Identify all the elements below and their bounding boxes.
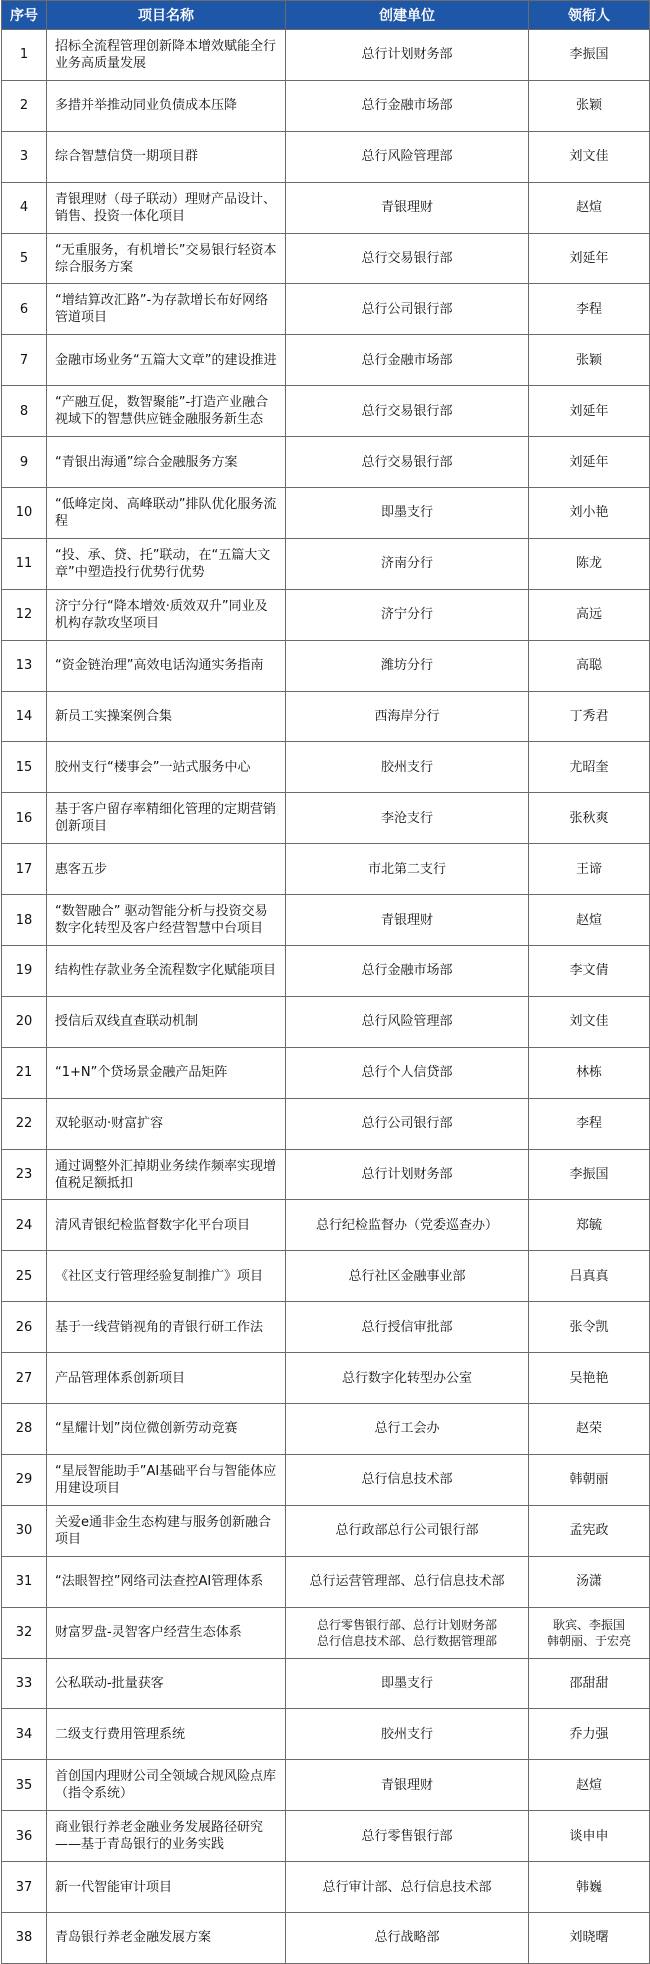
table-row xyxy=(2,1200,650,1251)
header-row xyxy=(2,1,650,30)
cell-unit: 总行公司银行部 xyxy=(286,1098,529,1149)
cell-unit: 总行交易银行部 xyxy=(286,437,529,488)
cell-unit: 总行社区金融事业部 xyxy=(286,1251,529,1302)
cell-name: 多措并举推动同业负债成本压降 xyxy=(47,80,286,131)
table-row xyxy=(2,1149,650,1200)
cell-unit: 总行授信审批部 xyxy=(286,1302,529,1353)
table-row xyxy=(2,1556,650,1607)
cell-lead: 丁秀君 xyxy=(529,691,650,742)
cell-no: 6 xyxy=(2,284,47,335)
table-row xyxy=(2,1811,650,1862)
header-name: 项目名称 xyxy=(47,1,286,30)
project-table xyxy=(1,0,650,1964)
table-row xyxy=(2,1658,650,1709)
cell-lead: 李振国 xyxy=(529,1149,650,1200)
cell-no: 5 xyxy=(2,233,47,284)
cell-unit: 济宁分行 xyxy=(286,589,529,640)
cell-name: 胶州支行“楼事会”一站式服务中心 xyxy=(47,742,286,793)
cell-unit: 总行审计部、总行信息技术部 xyxy=(286,1862,529,1913)
cell-no: 8 xyxy=(2,386,47,437)
cell-name: “资金链治理”高效电话沟通实务指南 xyxy=(47,640,286,691)
cell-no: 22 xyxy=(2,1098,47,1149)
cell-lead: 陈龙 xyxy=(529,538,650,589)
table-row xyxy=(2,742,650,793)
table-body xyxy=(2,30,650,1964)
cell-unit: 青银理财 xyxy=(286,895,529,946)
cell-name: 清风青银纪检监督数字化平台项目 xyxy=(47,1200,286,1251)
table-row xyxy=(2,793,650,844)
table-row xyxy=(2,233,650,284)
cell-lead: 张令凯 xyxy=(529,1302,650,1353)
cell-unit: 总行金融市场部 xyxy=(286,946,529,997)
table-row xyxy=(2,1302,650,1353)
table-row xyxy=(2,1098,650,1149)
cell-name: 二级支行费用管理系统 xyxy=(47,1709,286,1760)
cell-name: 授信后双线直查联动机制 xyxy=(47,996,286,1047)
cell-name: 基于客户留存率精细化管理的定期营销创新项目 xyxy=(47,793,286,844)
cell-no: 4 xyxy=(2,182,47,233)
cell-unit: 潍坊分行 xyxy=(286,640,529,691)
table-row xyxy=(2,182,650,233)
cell-unit: 总行金融市场部 xyxy=(286,335,529,386)
cell-lead: 郑毓 xyxy=(529,1200,650,1251)
cell-name: 商业银行养老金融业务发展路径研究——基于青岛银行的业务实践 xyxy=(47,1811,286,1862)
table-row xyxy=(2,946,650,997)
cell-name: “青银出海通”综合金融服务方案 xyxy=(47,437,286,488)
cell-name: “无重服务，有机增长”交易银行轻资本综合服务方案 xyxy=(47,233,286,284)
cell-unit: 青银理财 xyxy=(286,182,529,233)
cell-lead: 韩巍 xyxy=(529,1862,650,1913)
cell-unit: 西海岸分行 xyxy=(286,691,529,742)
table-row xyxy=(2,1251,650,1302)
cell-lead: 汤潇 xyxy=(529,1556,650,1607)
cell-no: 32 xyxy=(2,1607,47,1658)
cell-name: 双轮驱动·财富扩容 xyxy=(47,1098,286,1149)
cell-name: 基于一线营销视角的青银行研工作法 xyxy=(47,1302,286,1353)
cell-lead: 李程 xyxy=(529,1098,650,1149)
cell-name: “低峰定岗、高峰联动”排队优化服务流程 xyxy=(47,488,286,539)
cell-no: 7 xyxy=(2,335,47,386)
cell-lead: 李程 xyxy=(529,284,650,335)
table-row xyxy=(2,335,650,386)
cell-name: “数智融合” 驱动智能分析与投资交易数字化转型及客户经营智慧中台项目 xyxy=(47,895,286,946)
cell-no: 3 xyxy=(2,131,47,182)
cell-lead: 赵煊 xyxy=(529,1760,650,1811)
cell-no: 13 xyxy=(2,640,47,691)
cell-no: 10 xyxy=(2,488,47,539)
cell-unit: 总行金融市场部 xyxy=(286,80,529,131)
cell-no: 30 xyxy=(2,1505,47,1556)
cell-name: 新一代智能审计项目 xyxy=(47,1862,286,1913)
cell-lead: 刘文佳 xyxy=(529,996,650,1047)
cell-unit: 总行风险管理部 xyxy=(286,996,529,1047)
table-row xyxy=(2,538,650,589)
cell-name: “星耀计划”岗位微创新劳动竞赛 xyxy=(47,1404,286,1455)
cell-lead: 张颖 xyxy=(529,80,650,131)
cell-no: 28 xyxy=(2,1404,47,1455)
table-header xyxy=(2,1,650,30)
cell-name: 新员工实操案例合集 xyxy=(47,691,286,742)
table-row xyxy=(2,1862,650,1913)
cell-lead: 乔力强 xyxy=(529,1709,650,1760)
table-row xyxy=(2,488,650,539)
cell-unit: 总行运营管理部、总行信息技术部 xyxy=(286,1556,529,1607)
table-row xyxy=(2,80,650,131)
cell-no: 12 xyxy=(2,589,47,640)
cell-no: 31 xyxy=(2,1556,47,1607)
cell-lead: 邵甜甜 xyxy=(529,1658,650,1709)
cell-unit: 总行交易银行部 xyxy=(286,386,529,437)
cell-lead: 张颖 xyxy=(529,335,650,386)
cell-unit: 青银理财 xyxy=(286,1760,529,1811)
table-row xyxy=(2,1760,650,1811)
cell-no: 1 xyxy=(2,30,47,81)
cell-unit: 即墨支行 xyxy=(286,488,529,539)
cell-unit: 总行交易银行部 xyxy=(286,233,529,284)
cell-lead: 吴艳艳 xyxy=(529,1353,650,1404)
cell-no: 11 xyxy=(2,538,47,589)
cell-no: 25 xyxy=(2,1251,47,1302)
cell-lead: 李文倩 xyxy=(529,946,650,997)
cell-name: “产融互促，数智聚能”-打造产业融合视域下的智慧供应链金融服务新生态 xyxy=(47,386,286,437)
table-row xyxy=(2,1404,650,1455)
cell-lead: 刘延年 xyxy=(529,386,650,437)
cell-name: 首创国内理财公司全领域合规风险点库（指令系统） xyxy=(47,1760,286,1811)
cell-lead: 耿宾、李振国 韩朝丽、于宏亮 xyxy=(529,1607,650,1658)
cell-unit: 胶州支行 xyxy=(286,742,529,793)
cell-lead: 谈申申 xyxy=(529,1811,650,1862)
cell-name: 惠客五步 xyxy=(47,844,286,895)
cell-no: 15 xyxy=(2,742,47,793)
cell-name: 结构性存款业务全流程数字化赋能项目 xyxy=(47,946,286,997)
cell-lead: 张秋爽 xyxy=(529,793,650,844)
header-no: 序号 xyxy=(2,1,47,30)
cell-name: “星辰智能助手”AI基础平台与智能体应用建设项目 xyxy=(47,1454,286,1505)
cell-name: 金融市场业务“五篇大文章”的建设推进 xyxy=(47,335,286,386)
cell-lead: 韩朝丽 xyxy=(529,1454,650,1505)
cell-unit: 胶州支行 xyxy=(286,1709,529,1760)
table-row xyxy=(2,1047,650,1098)
cell-no: 17 xyxy=(2,844,47,895)
cell-unit: 总行零售银行部、总行计划财务部 总行信息技术部、总行数据管理部 xyxy=(286,1607,529,1658)
table-row xyxy=(2,284,650,335)
cell-name: 关爱e通非金生态构建与服务创新融合项目 xyxy=(47,1505,286,1556)
cell-unit: 济南分行 xyxy=(286,538,529,589)
cell-lead: 刘文佳 xyxy=(529,131,650,182)
cell-no: 36 xyxy=(2,1811,47,1862)
cell-no: 27 xyxy=(2,1353,47,1404)
cell-unit: 总行战略部 xyxy=(286,1912,529,1963)
cell-name: 公私联动-批量获客 xyxy=(47,1658,286,1709)
cell-name: 通过调整外汇掉期业务续作频率实现增值税足额抵扣 xyxy=(47,1149,286,1200)
cell-lead: 尤昭奎 xyxy=(529,742,650,793)
table-row xyxy=(2,1353,650,1404)
cell-name: “1+N”个贷场景金融产品矩阵 xyxy=(47,1047,286,1098)
cell-no: 20 xyxy=(2,996,47,1047)
cell-lead: 孟宪政 xyxy=(529,1505,650,1556)
cell-name: 综合智慧信贷一期项目群 xyxy=(47,131,286,182)
cell-lead: 吕真真 xyxy=(529,1251,650,1302)
table-row xyxy=(2,437,650,488)
cell-lead: 刘延年 xyxy=(529,233,650,284)
cell-no: 16 xyxy=(2,793,47,844)
table-row xyxy=(2,589,650,640)
cell-no: 24 xyxy=(2,1200,47,1251)
cell-name: 财富罗盘-灵智客户经营生态体系 xyxy=(47,1607,286,1658)
cell-unit: 总行工会办 xyxy=(286,1404,529,1455)
cell-lead: 高远 xyxy=(529,589,650,640)
cell-name: 济宁分行“降本增效·质效双升”同业及机构存款攻坚项目 xyxy=(47,589,286,640)
header-unit: 创建单位 xyxy=(286,1,529,30)
cell-unit: 总行信息技术部 xyxy=(286,1454,529,1505)
cell-unit: 总行计划财务部 xyxy=(286,30,529,81)
cell-unit: 总行计划财务部 xyxy=(286,1149,529,1200)
table-row xyxy=(2,1709,650,1760)
cell-unit: 市北第二支行 xyxy=(286,844,529,895)
table-row xyxy=(2,1454,650,1505)
cell-lead: 高聪 xyxy=(529,640,650,691)
cell-no: 35 xyxy=(2,1760,47,1811)
table-row xyxy=(2,1607,650,1658)
cell-no: 37 xyxy=(2,1862,47,1913)
cell-unit: 总行风险管理部 xyxy=(286,131,529,182)
table-row xyxy=(2,691,650,742)
cell-name: “投、承、贷、托”联动，在“五篇大文章”中塑造投行优势行优势 xyxy=(47,538,286,589)
cell-lead: 刘延年 xyxy=(529,437,650,488)
cell-unit: 总行个人信贷部 xyxy=(286,1047,529,1098)
cell-unit: 总行公司银行部 xyxy=(286,284,529,335)
cell-name: 产品管理体系创新项目 xyxy=(47,1353,286,1404)
cell-no: 9 xyxy=(2,437,47,488)
cell-lead: 林栋 xyxy=(529,1047,650,1098)
cell-no: 23 xyxy=(2,1149,47,1200)
cell-unit: 总行数字化转型办公室 xyxy=(286,1353,529,1404)
cell-name: 青岛银行养老金融发展方案 xyxy=(47,1912,286,1963)
table-row xyxy=(2,386,650,437)
cell-unit: 总行零售银行部 xyxy=(286,1811,529,1862)
cell-no: 2 xyxy=(2,80,47,131)
cell-name: 招标全流程管理创新降本增效赋能全行业务高质量发展 xyxy=(47,30,286,81)
cell-no: 26 xyxy=(2,1302,47,1353)
table-row xyxy=(2,640,650,691)
cell-no: 19 xyxy=(2,946,47,997)
cell-no: 34 xyxy=(2,1709,47,1760)
cell-unit: 总行政部总行公司银行部 xyxy=(286,1505,529,1556)
cell-name: 《社区支行管理经验复制推广》项目 xyxy=(47,1251,286,1302)
table-row xyxy=(2,1912,650,1963)
table-row xyxy=(2,844,650,895)
cell-lead: 王谛 xyxy=(529,844,650,895)
cell-lead: 刘小艳 xyxy=(529,488,650,539)
cell-no: 38 xyxy=(2,1912,47,1963)
table-row xyxy=(2,131,650,182)
table-row xyxy=(2,895,650,946)
cell-unit: 即墨支行 xyxy=(286,1658,529,1709)
table-row xyxy=(2,30,650,81)
cell-lead: 赵煊 xyxy=(529,895,650,946)
cell-name: “法眼智控”网络司法查控AI管理体系 xyxy=(47,1556,286,1607)
cell-lead: 刘晓曙 xyxy=(529,1912,650,1963)
cell-unit: 李沧支行 xyxy=(286,793,529,844)
cell-no: 14 xyxy=(2,691,47,742)
table-row xyxy=(2,996,650,1047)
cell-no: 18 xyxy=(2,895,47,946)
header-lead: 领衔人 xyxy=(529,1,650,30)
table-row xyxy=(2,1505,650,1556)
cell-name: “增结算改汇路”-为存款增长布好网络管道项目 xyxy=(47,284,286,335)
cell-no: 21 xyxy=(2,1047,47,1098)
cell-no: 33 xyxy=(2,1658,47,1709)
cell-no: 29 xyxy=(2,1454,47,1505)
cell-lead: 赵荣 xyxy=(529,1404,650,1455)
cell-name: 青银理财（母子联动）理财产品设计、销售、投资一体化项目 xyxy=(47,182,286,233)
cell-unit: 总行纪检监督办（党委巡查办） xyxy=(286,1200,529,1251)
cell-lead: 赵煊 xyxy=(529,182,650,233)
cell-lead: 李振国 xyxy=(529,30,650,81)
